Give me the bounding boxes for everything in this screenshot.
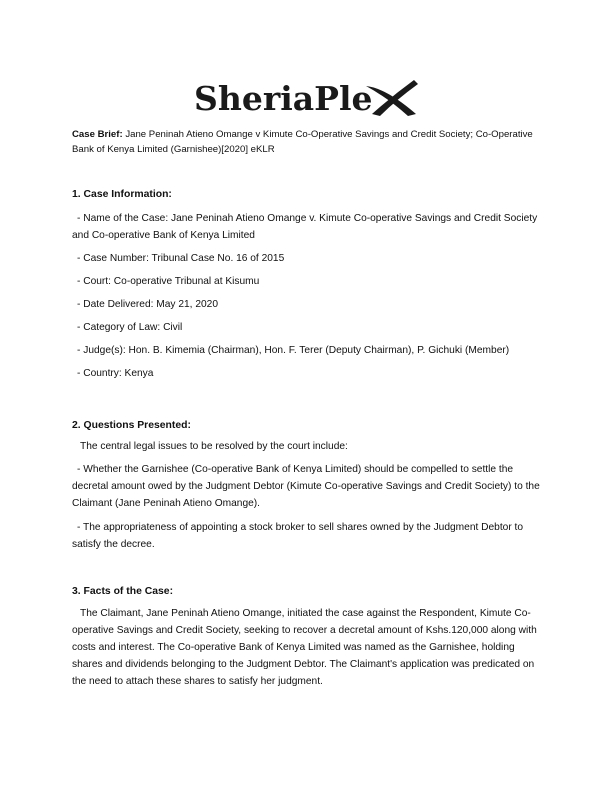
case-information-section — [72, 189, 544, 382]
case-name-item: - Name of the Case: Jane Peninah Atieno Omange v. Kimute Co-operative Savings and Credit Society and Co-operative Bank of Kenya Limited — [72, 213, 538, 241]
judges-item: - Judge(s): Hon. B. Kimemia (Chairman), Hon. F. Terer (Deputy Chairman), P. Gichuki (Member) — [77, 345, 510, 356]
case-brief-text: Jane Peninah Atieno Omange v Kimute Co-Operative Savings and Credit Society; Co-Operative Bank of Kenya Limited (Garnishee)[2020] eKLR — [72, 129, 533, 155]
section-heading-facts: 3. Facts of the Case: — [72, 586, 174, 597]
question-item: - Whether the Garnishee (Co-operative Bank of Kenya Limited) should be compelled to settle the decretal amount owed by the Judgment Debtor (Kimute Co-operative Savings and Credit Society) to the Claimant (Jane Peninah Atieno Omange). — [72, 464, 540, 509]
logo-wordmark: SheriaPle — [194, 79, 373, 118]
section-heading-case-information: 1. Case Information: — [72, 189, 172, 200]
case-number-item: - Case Number: Tribunal Case No. 16 of 2015 — [77, 253, 285, 264]
country-item: - Country: Kenya — [77, 368, 154, 379]
facts-paragraph: The Claimant, Jane Peninah Atieno Omange, initiated the case against the Respondent, Kimute Co-operative Savings and Credit Society, seeking to recover a decretal amount of Kshs.120,000 along with costs and interest. The Co-operative Bank of Kenya Limited was named as the Garnishee, holding shares and dividends belonging to the Judgment Debtor. The Claimant's application was predicated on the need to attach these shares to satisfy her judgment. — [72, 608, 537, 687]
case-brief-label: Case Brief: — [72, 129, 123, 140]
sheriaplex-logo — [190, 72, 420, 124]
section-heading-questions: 2. Questions Presented: — [72, 420, 191, 431]
question-item: - The appropriateness of appointing a stock broker to sell shares owned by the Judgment Debtor to satisfy the decree. — [72, 522, 524, 550]
questions-section — [72, 420, 544, 553]
category-item: - Category of Law: Civil — [77, 322, 183, 333]
questions-intro: The central legal issues to be resolved by the court include: — [80, 441, 348, 452]
date-delivered-item: - Date Delivered: May 21, 2020 — [77, 299, 218, 310]
court-item: - Court: Co-operative Tribunal at Kisumu — [77, 276, 260, 287]
case-brief — [72, 127, 542, 157]
facts-section — [72, 586, 544, 690]
